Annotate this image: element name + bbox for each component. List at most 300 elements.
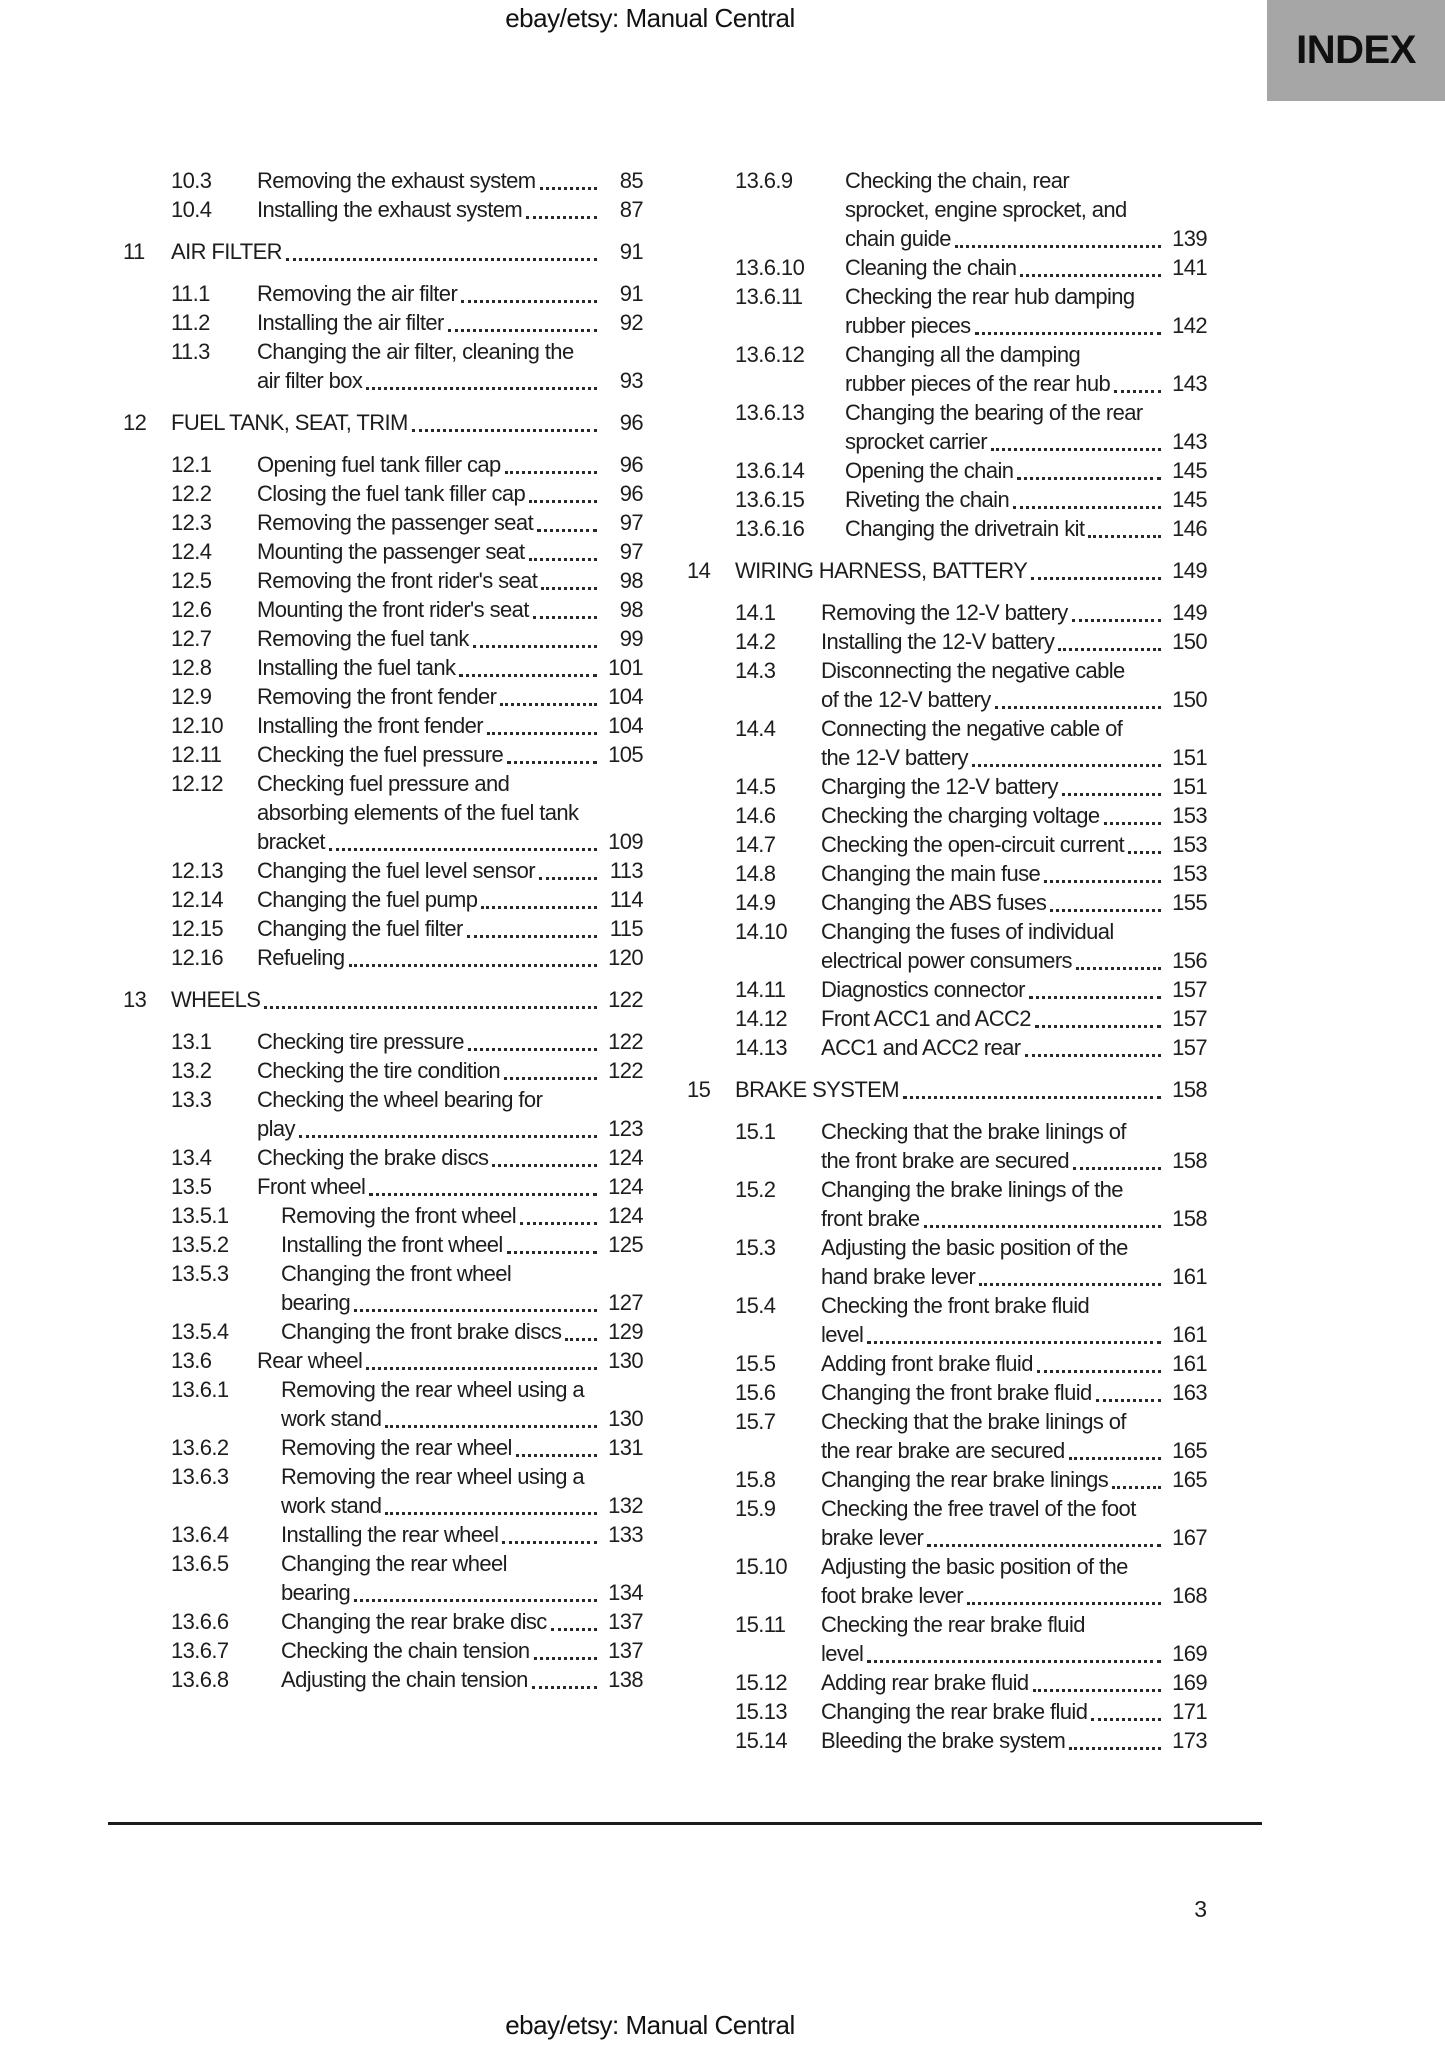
toc-page-number: 91 bbox=[619, 239, 643, 264]
toc-page-number: 161 bbox=[1172, 1351, 1207, 1376]
toc-entry-title bbox=[257, 914, 643, 943]
toc-entry-title bbox=[257, 1375, 643, 1433]
toc-entry-title bbox=[821, 253, 1207, 282]
toc-title-line bbox=[845, 398, 1207, 427]
toc-entry-number: 14.10 bbox=[735, 919, 788, 944]
toc-page-number: 114 bbox=[609, 887, 643, 912]
toc-title-text: Checking the brake discs bbox=[257, 1145, 489, 1170]
toc-title-text: Changing the fuel filter bbox=[257, 916, 463, 941]
toc-entry-title bbox=[257, 595, 643, 624]
toc-entry-title bbox=[821, 1378, 1207, 1407]
toc-title-text: Connecting the negative cable of bbox=[821, 716, 1123, 741]
toc-page-number: 157 bbox=[1172, 977, 1207, 1002]
toc-entry-row bbox=[687, 975, 1207, 1004]
dot-leader bbox=[286, 258, 597, 261]
toc-page-number: 138 bbox=[608, 1667, 643, 1692]
toc-page-number: 115 bbox=[609, 916, 643, 941]
toc-entry-row bbox=[123, 682, 643, 711]
toc-title-text: Removing the front fender bbox=[257, 684, 497, 709]
toc-title-line bbox=[257, 769, 643, 798]
toc-page-number: 130 bbox=[608, 1348, 643, 1373]
toc-title-line bbox=[171, 985, 643, 1014]
toc-entry-row bbox=[123, 624, 643, 653]
dot-leader bbox=[1112, 1486, 1161, 1489]
toc-title-line bbox=[821, 1004, 1207, 1033]
dot-leader bbox=[1058, 648, 1161, 651]
toc-page-number: 98 bbox=[619, 597, 643, 622]
toc-entry-row bbox=[687, 514, 1207, 543]
toc-title-text: Installing the air filter bbox=[257, 310, 444, 335]
toc-entry-row bbox=[687, 1494, 1207, 1552]
toc-title-line bbox=[845, 253, 1207, 282]
toc-entry-number: 14.2 bbox=[735, 629, 776, 654]
toc-page-number: 125 bbox=[608, 1232, 643, 1257]
toc-page-number: 123 bbox=[608, 1116, 643, 1141]
dot-leader bbox=[366, 1367, 597, 1370]
toc-page-number: 165 bbox=[1172, 1467, 1207, 1492]
toc-entry-title bbox=[821, 514, 1207, 543]
toc-page-number: 109 bbox=[608, 829, 643, 854]
toc-entry-row bbox=[123, 1085, 643, 1143]
toc-title-text: Changing the fuel pump bbox=[257, 887, 478, 912]
toc-title-text: Checking the chain tension bbox=[281, 1638, 530, 1663]
toc-entry-row bbox=[687, 1004, 1207, 1033]
toc-title-line bbox=[257, 1346, 643, 1375]
toc-entry-row bbox=[687, 1552, 1207, 1610]
toc-entry-row bbox=[123, 1520, 643, 1549]
toc-page-number: 169 bbox=[1172, 1641, 1207, 1666]
dot-leader bbox=[1088, 535, 1161, 538]
toc-entry-row bbox=[687, 1726, 1207, 1755]
toc-entry-title bbox=[257, 1462, 643, 1520]
toc-title-line bbox=[257, 366, 643, 395]
toc-title-text: Disconnecting the negative cable bbox=[821, 658, 1125, 683]
toc-title-line bbox=[257, 479, 643, 508]
toc-page-number: 161 bbox=[1172, 1264, 1207, 1289]
toc-entry-title bbox=[821, 830, 1207, 859]
toc-title-text: Checking the free travel of the foot bbox=[821, 1496, 1136, 1521]
toc-entry-number: 15.11 bbox=[735, 1612, 786, 1637]
toc-title-text: front brake bbox=[821, 1206, 920, 1231]
toc-title-line bbox=[845, 340, 1207, 369]
toc-entry-title bbox=[257, 740, 643, 769]
toc-entry-row bbox=[123, 1665, 643, 1694]
toc-entry-title bbox=[821, 975, 1207, 1004]
toc-entry-number: 11.2 bbox=[171, 310, 210, 335]
toc-title-text: Changing the rear brake linings bbox=[821, 1467, 1109, 1492]
toc-title-line bbox=[821, 801, 1207, 830]
toc-page-number: 133 bbox=[608, 1522, 643, 1547]
toc-title-line bbox=[257, 653, 643, 682]
toc-entry-number: 13.6.10 bbox=[735, 255, 805, 280]
toc-title-line bbox=[281, 1375, 643, 1404]
toc-title-line bbox=[821, 1262, 1207, 1291]
toc-page-number: 151 bbox=[1172, 745, 1207, 770]
toc-entry-number: 12.16 bbox=[171, 945, 224, 970]
toc-title-line bbox=[257, 914, 643, 943]
toc-entry-title bbox=[821, 627, 1207, 656]
dot-leader bbox=[867, 1660, 1161, 1663]
toc-entry-number: 15.2 bbox=[735, 1177, 776, 1202]
toc-entry-number: 13.2 bbox=[171, 1058, 212, 1083]
toc-entry-row bbox=[123, 566, 643, 595]
toc-page-number: 104 bbox=[608, 713, 643, 738]
toc-page-number: 150 bbox=[1172, 629, 1207, 654]
toc-page-number: 124 bbox=[608, 1174, 643, 1199]
toc-title-text: the rear brake are secured bbox=[821, 1438, 1065, 1463]
dot-leader bbox=[507, 1251, 597, 1254]
toc-entry-number: 15.1 bbox=[735, 1119, 776, 1144]
toc-entry-number: 14.11 bbox=[735, 977, 786, 1002]
toc-page-number: 157 bbox=[1172, 1006, 1207, 1031]
toc-title-text: Bleeding the brake system bbox=[821, 1728, 1066, 1753]
footer-divider bbox=[108, 1822, 1262, 1825]
dot-leader bbox=[1029, 996, 1161, 999]
toc-entry-row bbox=[123, 166, 643, 195]
dot-leader bbox=[507, 761, 597, 764]
toc-page-number: 158 bbox=[1172, 1077, 1207, 1102]
toc-entry-number: 14.1 bbox=[735, 600, 776, 625]
toc-page-number: 151 bbox=[1172, 774, 1207, 799]
toc-entry-number: 15.12 bbox=[735, 1670, 788, 1695]
toc-page-number: 137 bbox=[608, 1638, 643, 1663]
toc-page-number: 129 bbox=[608, 1319, 643, 1344]
toc-title-text: Checking the charging voltage bbox=[821, 803, 1100, 828]
toc-entry-row bbox=[123, 308, 643, 337]
toc-title-text: the 12-V battery bbox=[821, 745, 968, 770]
dot-leader bbox=[903, 1096, 1161, 1099]
toc-title-line bbox=[281, 1607, 643, 1636]
dot-leader bbox=[1076, 967, 1161, 970]
toc-entry-title bbox=[257, 769, 643, 856]
toc-title-line bbox=[257, 827, 643, 856]
toc-title-text: Changing the rear brake fluid bbox=[821, 1699, 1088, 1724]
toc-title-text: play bbox=[257, 1116, 295, 1141]
toc-chapter-row bbox=[687, 556, 1207, 585]
toc-entry-row bbox=[123, 1027, 643, 1056]
toc-entry-title bbox=[257, 653, 643, 682]
dot-leader bbox=[354, 1599, 597, 1602]
toc-title-text: Checking that the brake linings of bbox=[821, 1409, 1126, 1434]
toc-title-line bbox=[257, 1114, 643, 1143]
toc-page-number: 93 bbox=[619, 368, 643, 393]
toc-title-line bbox=[281, 1317, 643, 1346]
dot-leader bbox=[299, 1135, 597, 1138]
toc-title-text: Checking the fuel pressure bbox=[257, 742, 504, 767]
toc-title-line bbox=[281, 1259, 643, 1288]
dot-leader bbox=[1073, 1167, 1161, 1170]
dot-leader bbox=[995, 706, 1161, 709]
toc-entry-number: 13 bbox=[123, 987, 147, 1012]
toc-entry-title bbox=[257, 1665, 643, 1694]
toc-entry-number: 15.14 bbox=[735, 1728, 788, 1753]
toc-entry-title bbox=[821, 1175, 1207, 1233]
toc-title-text: Removing the fuel tank bbox=[257, 626, 469, 651]
toc-title-line bbox=[821, 1204, 1207, 1233]
toc-entry-row bbox=[687, 340, 1207, 398]
toc-page-number: 167 bbox=[1172, 1525, 1207, 1550]
toc-entry-number: 14.7 bbox=[735, 832, 776, 857]
toc-page-number: 145 bbox=[1172, 458, 1207, 483]
toc-page-number: 155 bbox=[1172, 890, 1207, 915]
toc-entry-row bbox=[123, 769, 643, 856]
dot-leader bbox=[412, 429, 597, 432]
toc-entry-number: 12.3 bbox=[171, 510, 212, 535]
toc-entry-title bbox=[821, 1494, 1207, 1552]
dot-leader bbox=[366, 387, 597, 390]
toc-title-line bbox=[257, 885, 643, 914]
toc-entry-number: 13.6.1 bbox=[171, 1377, 229, 1402]
toc-entry-title bbox=[257, 1027, 643, 1056]
dot-leader bbox=[1037, 1370, 1161, 1373]
toc-title-line bbox=[821, 598, 1207, 627]
toc-entry-row bbox=[687, 1465, 1207, 1494]
toc-title-text: Changing the front brake discs bbox=[281, 1319, 562, 1344]
dot-leader bbox=[461, 300, 597, 303]
toc-title-text: level bbox=[821, 1641, 864, 1666]
toc-title-text: Installing the front wheel bbox=[281, 1232, 503, 1257]
toc-entry-row bbox=[687, 282, 1207, 340]
toc-title-line bbox=[281, 1578, 643, 1607]
toc-title-line bbox=[821, 1436, 1207, 1465]
toc-page-number: 137 bbox=[608, 1609, 643, 1634]
toc-entry-title bbox=[257, 1056, 643, 1085]
toc-page-number: 161 bbox=[1172, 1322, 1207, 1347]
toc-title-line bbox=[821, 685, 1207, 714]
toc-page-number: 101 bbox=[608, 655, 643, 680]
toc-entry-title bbox=[257, 1143, 643, 1172]
toc-title-line bbox=[257, 337, 643, 366]
toc-page-number: 171 bbox=[1172, 1699, 1207, 1724]
toc-page-number: 124 bbox=[608, 1203, 643, 1228]
toc-entry-row bbox=[123, 885, 643, 914]
toc-page-number: 153 bbox=[1172, 832, 1207, 857]
toc-entry-row bbox=[123, 1462, 643, 1520]
toc-title-line bbox=[281, 1462, 643, 1491]
toc-entry-title bbox=[821, 1117, 1207, 1175]
dot-leader bbox=[1114, 390, 1161, 393]
toc-title-line bbox=[257, 508, 643, 537]
toc-entry-row bbox=[123, 914, 643, 943]
toc-title-text: the front brake are secured bbox=[821, 1148, 1069, 1173]
dot-leader bbox=[1044, 880, 1161, 883]
toc-entry-row bbox=[123, 1317, 643, 1346]
toc-title-line bbox=[845, 456, 1207, 485]
toc-entry-title bbox=[821, 1291, 1207, 1349]
toc-entry-row bbox=[687, 1407, 1207, 1465]
dot-leader bbox=[329, 848, 597, 851]
toc-page-number: 173 bbox=[1172, 1728, 1207, 1753]
toc-entry-row bbox=[687, 1117, 1207, 1175]
toc-page-number: 97 bbox=[619, 510, 643, 535]
toc-title-line bbox=[821, 1320, 1207, 1349]
toc-entry-row bbox=[123, 1056, 643, 1085]
dot-leader bbox=[385, 1512, 597, 1515]
toc-entry-number: 13.6.7 bbox=[171, 1638, 229, 1663]
toc-title-line bbox=[257, 166, 643, 195]
toc-title-text: Removing the rear wheel bbox=[281, 1435, 512, 1460]
toc-page-number: 130 bbox=[608, 1406, 643, 1431]
toc-entry-number: 14.6 bbox=[735, 803, 776, 828]
toc-title-line bbox=[845, 427, 1207, 456]
toc-title-text: Adjusting the basic position of the bbox=[821, 1554, 1128, 1579]
toc-entry-number: 13.6.13 bbox=[735, 400, 805, 425]
toc-entry-row bbox=[123, 537, 643, 566]
toc-title-line bbox=[735, 1075, 1207, 1104]
toc-entry-row bbox=[123, 711, 643, 740]
toc-page-number: 163 bbox=[1172, 1380, 1207, 1405]
toc-title-line bbox=[821, 1117, 1207, 1146]
toc-title-line bbox=[821, 1523, 1207, 1552]
toc-title-line bbox=[821, 946, 1207, 975]
toc-entry-number: 15.6 bbox=[735, 1380, 776, 1405]
toc-entry-row bbox=[687, 398, 1207, 456]
toc-page-number: 91 bbox=[619, 281, 643, 306]
toc-entry-number: 11.3 bbox=[171, 339, 210, 364]
toc-title-text: Riveting the chain bbox=[845, 487, 1010, 512]
dot-leader bbox=[967, 1602, 1161, 1605]
toc-entry-title bbox=[821, 917, 1207, 975]
toc-title-text: foot brake lever bbox=[821, 1583, 964, 1608]
toc-title-line bbox=[821, 1349, 1207, 1378]
dot-leader bbox=[540, 187, 598, 190]
toc-title-line bbox=[281, 1288, 643, 1317]
toc-entry-row bbox=[123, 1143, 643, 1172]
toc-title-text: Removing the rear wheel using a bbox=[281, 1377, 585, 1402]
toc-title-text: Changing the fuel level sensor bbox=[257, 858, 535, 883]
toc-entry-row bbox=[687, 714, 1207, 772]
toc-title-line bbox=[257, 624, 643, 653]
toc-entry-number: 13.6.15 bbox=[735, 487, 805, 512]
toc-title-line bbox=[821, 830, 1207, 859]
toc-title-line bbox=[821, 1465, 1207, 1494]
toc-entry-title bbox=[257, 1549, 643, 1607]
dot-leader bbox=[1072, 619, 1161, 622]
toc-entry-row bbox=[123, 595, 643, 624]
toc-entry-number: 13.6.9 bbox=[735, 168, 793, 193]
toc-entry-number: 13.5.2 bbox=[171, 1232, 229, 1257]
toc-title-text: Front ACC1 and ACC2 bbox=[821, 1006, 1031, 1031]
toc-title-text: rubber pieces bbox=[845, 313, 971, 338]
toc-page-number: 132 bbox=[608, 1493, 643, 1518]
toc-page-number: 122 bbox=[608, 987, 643, 1012]
dot-leader bbox=[502, 1541, 597, 1544]
toc-title-line bbox=[821, 1233, 1207, 1262]
toc-entry-title bbox=[821, 1610, 1207, 1668]
toc-entry-row bbox=[123, 1549, 643, 1607]
toc-entry-row bbox=[687, 627, 1207, 656]
toc-column-right bbox=[687, 166, 1207, 1755]
toc-title-text: Charging the 12-V battery bbox=[821, 774, 1058, 799]
toc-entry-row bbox=[123, 1230, 643, 1259]
dot-leader bbox=[972, 764, 1161, 767]
toc-entry-title bbox=[821, 1407, 1207, 1465]
toc-title-line bbox=[821, 1610, 1207, 1639]
dot-leader bbox=[529, 500, 597, 503]
dot-leader bbox=[264, 1006, 597, 1009]
toc-entry-title bbox=[821, 1004, 1207, 1033]
toc-title-line bbox=[821, 1033, 1207, 1062]
toc-title-text: level bbox=[821, 1322, 864, 1347]
toc-page-number: 99 bbox=[619, 626, 643, 651]
toc-entry-title bbox=[257, 1230, 643, 1259]
toc-title-text: sprocket, engine sprocket, and bbox=[845, 197, 1127, 222]
toc-entry-number: 13.6.6 bbox=[171, 1609, 229, 1634]
dot-leader bbox=[1035, 1025, 1161, 1028]
toc-entry-row bbox=[123, 479, 643, 508]
toc-title-text: Checking the chain, rear bbox=[845, 168, 1070, 193]
toc-entry-title bbox=[821, 1726, 1207, 1755]
toc-page-number: 113 bbox=[609, 858, 643, 883]
toc-title-line bbox=[257, 1172, 643, 1201]
toc-title-text: Checking the rear brake fluid bbox=[821, 1612, 1085, 1637]
toc-title-line bbox=[821, 1146, 1207, 1175]
dot-leader bbox=[459, 674, 597, 677]
dot-leader bbox=[492, 1164, 597, 1167]
toc-title-line bbox=[821, 627, 1207, 656]
dot-leader bbox=[529, 558, 597, 561]
toc-page-number: 96 bbox=[619, 410, 643, 435]
toc-entry-number: 12.5 bbox=[171, 568, 212, 593]
toc-entry-number: 15.4 bbox=[735, 1293, 776, 1318]
toc-title-line bbox=[281, 1433, 643, 1462]
toc-title-text: Changing the fuses of individual bbox=[821, 919, 1114, 944]
toc-entry-title bbox=[821, 1552, 1207, 1610]
toc-title-text: Changing the main fuse bbox=[821, 861, 1041, 886]
toc-entry-number: 15.9 bbox=[735, 1496, 776, 1521]
toc-page-number: 158 bbox=[1172, 1148, 1207, 1173]
dot-leader bbox=[867, 1341, 1161, 1344]
toc-entry-row bbox=[123, 856, 643, 885]
toc-entry-number: 14.4 bbox=[735, 716, 776, 741]
toc-entry-title bbox=[821, 1697, 1207, 1726]
toc-page-number: 145 bbox=[1172, 487, 1207, 512]
toc-title-text: ACC1 and ACC2 rear bbox=[821, 1035, 1021, 1060]
toc-title-line bbox=[821, 1726, 1207, 1755]
dot-leader bbox=[504, 1077, 597, 1080]
toc-entry-row bbox=[687, 598, 1207, 627]
dot-leader bbox=[349, 964, 597, 967]
toc-entry-row bbox=[123, 1172, 643, 1201]
toc-entry-row bbox=[123, 195, 643, 224]
toc-page-number: 104 bbox=[608, 684, 643, 709]
toc-title-text: electrical power consumers bbox=[821, 948, 1072, 973]
toc-entry-number: 12.13 bbox=[171, 858, 224, 883]
dot-leader bbox=[1091, 1718, 1161, 1721]
toc-page-number: 105 bbox=[608, 742, 643, 767]
toc-entry-number: 14.9 bbox=[735, 890, 776, 915]
toc-entry-title bbox=[257, 1201, 643, 1230]
toc-title-line bbox=[845, 282, 1207, 311]
toc-entry-title bbox=[257, 1317, 643, 1346]
toc-entry-number: 15.7 bbox=[735, 1409, 776, 1434]
toc-entry-number: 11 bbox=[123, 239, 145, 264]
dot-leader bbox=[541, 587, 597, 590]
toc-entry-number: 14.12 bbox=[735, 1006, 788, 1031]
dot-leader bbox=[467, 935, 597, 938]
toc-entry-title bbox=[821, 859, 1207, 888]
toc-entry-row bbox=[687, 1378, 1207, 1407]
toc-entry-row bbox=[687, 1349, 1207, 1378]
toc-title-text: Checking fuel pressure and bbox=[257, 771, 510, 796]
toc-entry-title bbox=[257, 195, 643, 224]
toc-title-text: Installing the front fender bbox=[257, 713, 483, 738]
toc-title-text: Adjusting the chain tension bbox=[281, 1667, 528, 1692]
toc-title-line bbox=[821, 1639, 1207, 1668]
toc-entry-title bbox=[821, 398, 1207, 456]
index-tab bbox=[1267, 0, 1445, 101]
toc-title-line bbox=[821, 1697, 1207, 1726]
